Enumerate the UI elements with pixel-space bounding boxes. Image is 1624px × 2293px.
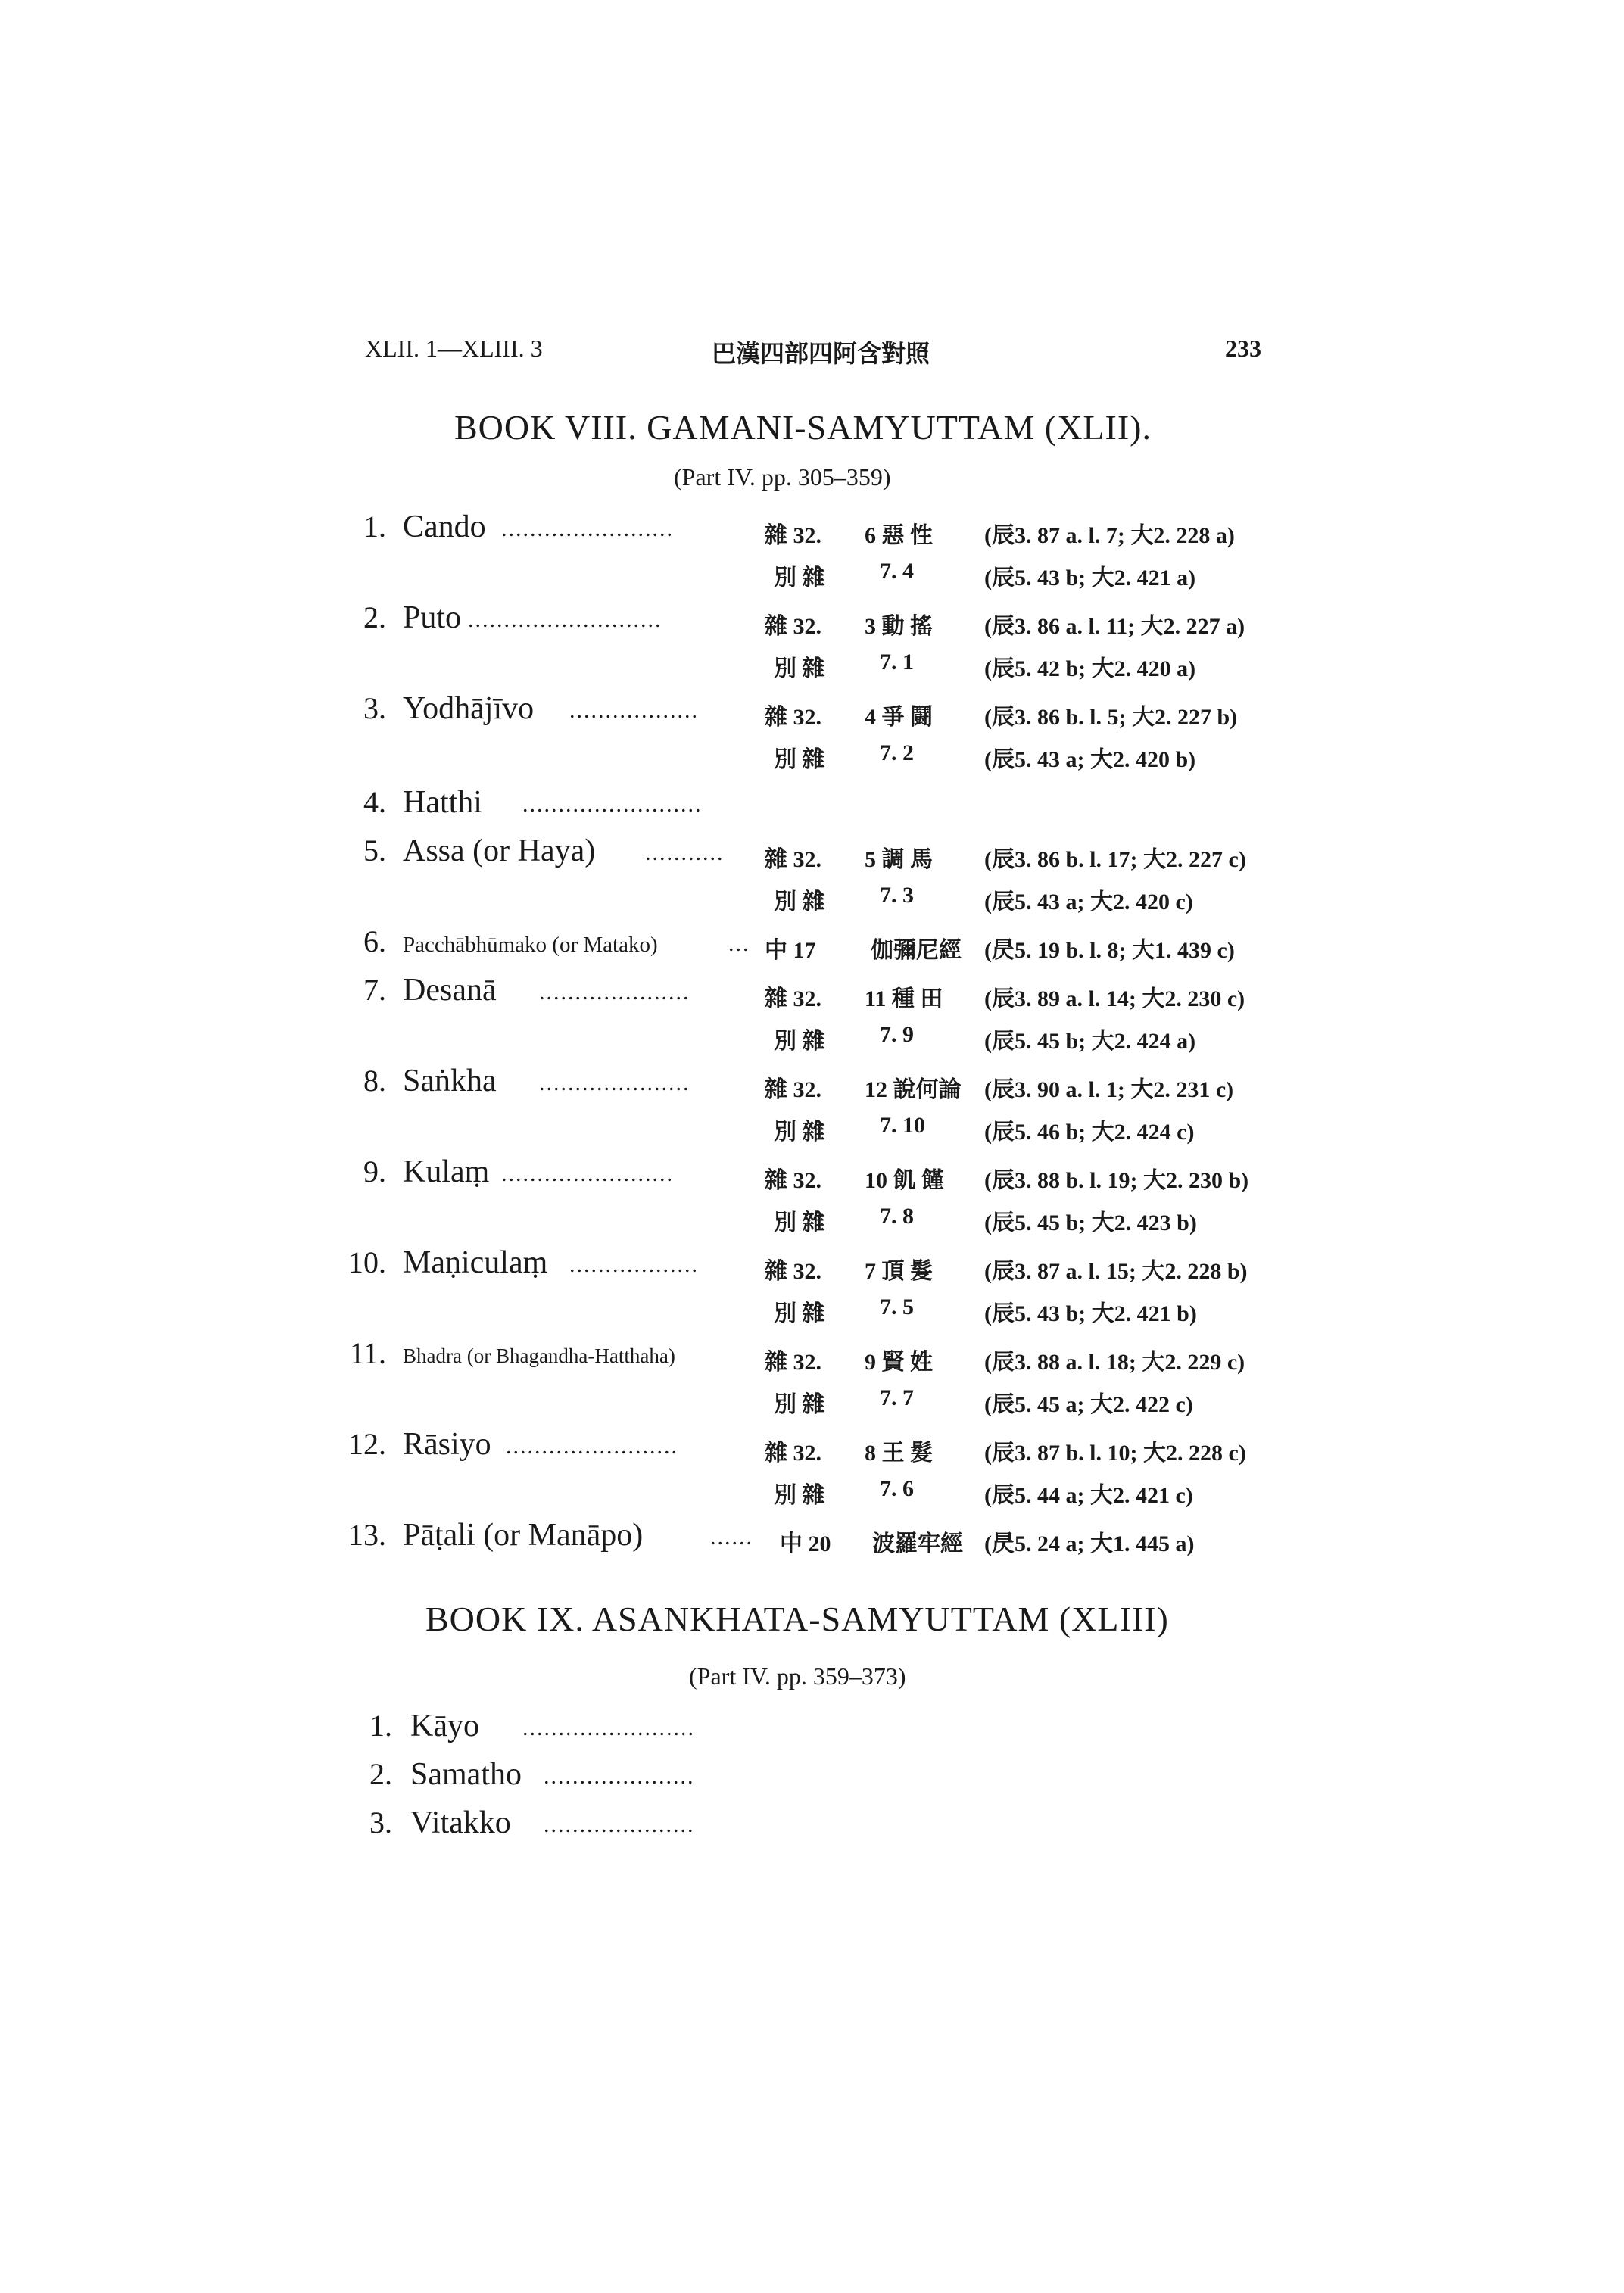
reference-sutra: 7. 8 bbox=[880, 1204, 914, 1229]
reference-collection: 別 雜 bbox=[774, 1029, 825, 1054]
leader-dots: ......................... bbox=[522, 792, 703, 817]
leader-dots: ..................... bbox=[539, 1070, 690, 1095]
reference-location: (辰3. 90 a. l. 1; 大2. 231 c) bbox=[984, 1077, 1234, 1102]
entry-title: Hatthi bbox=[403, 785, 482, 820]
leader-dots: ........... bbox=[645, 840, 725, 865]
reference-sutra: 7. 2 bbox=[880, 740, 914, 765]
list-item bbox=[0, 972, 1624, 1054]
leader-dots: ........................ bbox=[501, 1161, 674, 1186]
parallel-reference-row bbox=[0, 1105, 1624, 1143]
entry-title: Pāṭali (or Manāpo) bbox=[403, 1518, 644, 1553]
reference-location: (辰3. 88 a. l. 18; 大2. 229 c) bbox=[984, 1350, 1245, 1375]
book-9-part-range: (Part IV. pp. 359–373) bbox=[689, 1662, 906, 1690]
parallel-reference-row bbox=[0, 642, 1624, 680]
entry-title: Bhadra (or Bhagandha-Hatthaha) bbox=[403, 1344, 675, 1367]
reference-collection: 雜 32. bbox=[765, 1168, 821, 1193]
leader-dots: .................. bbox=[569, 698, 699, 723]
reference-collection: 雜 32. bbox=[765, 523, 821, 548]
list-item bbox=[0, 833, 1624, 914]
entry-title: Rāsiyo bbox=[403, 1427, 491, 1462]
entry-number: 3. bbox=[369, 1805, 392, 1840]
reference-sutra: 11 種 田 bbox=[865, 986, 943, 1011]
reference-collection: 中 17 bbox=[765, 938, 816, 963]
entry-title: Vitakko bbox=[410, 1805, 511, 1840]
reference-collection: 雜 32. bbox=[765, 1350, 821, 1375]
entry-number: 2. bbox=[363, 600, 386, 634]
entry-title: Pacchābhūmako (or Matako) bbox=[403, 933, 658, 957]
parallel-reference-row bbox=[0, 1196, 1624, 1234]
list-item bbox=[0, 924, 1624, 969]
entry-number: 1. bbox=[369, 1709, 392, 1743]
list-item bbox=[0, 1335, 1624, 1417]
leader-dots: ........................ bbox=[506, 1434, 678, 1459]
reference-sutra: 7. 4 bbox=[880, 559, 914, 584]
reference-sutra: 8 王 髮 bbox=[865, 1441, 933, 1466]
entry-number: 11. bbox=[349, 1336, 386, 1370]
list-item bbox=[0, 1756, 1624, 1802]
reference-collection: 別 雜 bbox=[774, 1301, 825, 1326]
entry-title: Kulaṃ bbox=[403, 1154, 490, 1189]
reference-sutra: 7 頂 髮 bbox=[865, 1259, 933, 1284]
reference-collection: 中 20 bbox=[780, 1531, 831, 1556]
reference-location: (辰3. 87 a. l. 15; 大2. 228 b) bbox=[984, 1259, 1248, 1284]
list-item bbox=[0, 1426, 1624, 1508]
book-8-part-range: (Part IV. pp. 305–359) bbox=[674, 463, 891, 491]
list-item bbox=[0, 509, 1624, 590]
reference-sutra: 7. 9 bbox=[880, 1022, 914, 1047]
reference-location: (辰3. 87 b. l. 10; 大2. 228 c) bbox=[984, 1441, 1246, 1466]
reference-location: (辰3. 86 a. l. 11; 大2. 227 a) bbox=[984, 614, 1245, 639]
reference-location: (辰5. 43 a; 大2. 420 b) bbox=[984, 747, 1196, 772]
reference-sutra: 5 調 馬 bbox=[865, 847, 933, 872]
leader-dots: ..................... bbox=[544, 1812, 695, 1837]
reference-location: (辰5. 43 a; 大2. 420 c) bbox=[984, 889, 1193, 914]
reference-collection: 雜 32. bbox=[765, 614, 821, 639]
reference-sutra: 3 動 搖 bbox=[865, 614, 933, 639]
list-item bbox=[0, 1805, 1624, 1850]
reference-location: (辰5. 42 b; 大2. 420 a) bbox=[984, 656, 1196, 681]
list-item bbox=[0, 1517, 1624, 1562]
reference-collection: 雜 32. bbox=[765, 847, 821, 872]
reference-location: (辰5. 45 b; 大2. 424 a) bbox=[984, 1029, 1196, 1054]
leader-dots: ...... bbox=[710, 1525, 753, 1550]
list-item bbox=[0, 1708, 1624, 1753]
reference-location: (辰5. 44 a; 大2. 421 c) bbox=[984, 1483, 1193, 1508]
reference-collection: 別 雜 bbox=[774, 747, 825, 772]
entry-number: 7. bbox=[363, 973, 386, 1007]
book-9-title: BOOK IX. ASANKHATA-SAMYUTTAM (XLIII) bbox=[425, 1600, 1169, 1638]
reference-sutra: 12 說何論 bbox=[865, 1077, 962, 1102]
list-item bbox=[0, 690, 1624, 772]
parallel-reference-row bbox=[0, 733, 1624, 771]
leader-dots: ........................ bbox=[522, 1715, 695, 1740]
leader-dots: ... bbox=[728, 931, 750, 956]
entry-title: Puto bbox=[403, 600, 462, 635]
reference-collection: 別 雜 bbox=[774, 1392, 825, 1417]
running-header-title: 巴漢四部四阿含對照 bbox=[712, 340, 930, 367]
entry-number: 1. bbox=[363, 509, 386, 544]
reference-collection: 雜 32. bbox=[765, 1259, 821, 1284]
reference-collection: 別 雜 bbox=[774, 656, 825, 681]
running-header-left: XLII. 1—XLIII. 3 bbox=[365, 335, 543, 362]
leader-dots: ..................... bbox=[539, 980, 690, 1005]
reference-collection: 別 雜 bbox=[774, 565, 825, 590]
entry-title: Desanā bbox=[403, 973, 497, 1008]
leader-dots: .................. bbox=[569, 1252, 699, 1277]
reference-sutra: 7. 5 bbox=[880, 1294, 914, 1319]
reference-location: (辰3. 86 b. l. 5; 大2. 227 b) bbox=[984, 705, 1238, 730]
entry-title: Samatho bbox=[410, 1757, 522, 1792]
entry-number: 6. bbox=[363, 924, 386, 958]
reference-sutra: 7. 1 bbox=[880, 650, 914, 675]
reference-collection: 雜 32. bbox=[765, 1077, 821, 1102]
entry-number: 12. bbox=[348, 1427, 386, 1461]
entry-number: 13. bbox=[348, 1518, 386, 1552]
reference-sutra: 7. 3 bbox=[880, 883, 914, 908]
reference-collection: 雜 32. bbox=[765, 986, 821, 1011]
entry-number: 5. bbox=[363, 833, 386, 868]
leader-dots: ........................... bbox=[468, 607, 662, 632]
reference-location: (辰5. 45 b; 大2. 423 b) bbox=[984, 1210, 1197, 1235]
reference-collection: 別 雜 bbox=[774, 889, 825, 914]
entry-title: Saṅkha bbox=[403, 1064, 497, 1098]
entry-number: 9. bbox=[363, 1154, 386, 1189]
list-item bbox=[0, 1245, 1624, 1326]
reference-sutra: 波羅牢經 bbox=[872, 1531, 963, 1556]
parallel-reference-row bbox=[0, 875, 1624, 913]
page-number: 233 bbox=[1225, 335, 1261, 362]
reference-sutra: 伽彌尼經 bbox=[871, 938, 962, 963]
entry-number: 2. bbox=[369, 1757, 392, 1791]
reference-collection: 別 雜 bbox=[774, 1120, 825, 1145]
reference-sutra: 4 爭 鬪 bbox=[865, 705, 933, 730]
parallel-reference-row bbox=[0, 1378, 1624, 1416]
parallel-reference-row bbox=[0, 551, 1624, 589]
reference-sutra: 7. 6 bbox=[880, 1476, 914, 1501]
entry-title: Assa (or Haya) bbox=[403, 833, 596, 868]
reference-location: (辰5. 46 b; 大2. 424 c) bbox=[984, 1120, 1195, 1145]
entry-title: Kāyo bbox=[410, 1709, 479, 1743]
reference-collection: 雜 32. bbox=[765, 705, 821, 730]
reference-collection: 別 雜 bbox=[774, 1210, 825, 1235]
entry-number: 4. bbox=[363, 785, 386, 819]
reference-location: (辰5. 43 b; 大2. 421 a) bbox=[984, 565, 1196, 590]
leader-dots: ..................... bbox=[544, 1764, 695, 1789]
reference-location: (辰3. 88 b. l. 19; 大2. 230 b) bbox=[984, 1168, 1249, 1193]
entry-title: Cando bbox=[403, 509, 486, 544]
leader-dots: ........................ bbox=[501, 516, 674, 541]
parallel-reference-row bbox=[0, 1469, 1624, 1506]
reference-location: (昃5. 24 a; 大1. 445 a) bbox=[984, 1531, 1195, 1556]
reference-location: (辰5. 43 b; 大2. 421 b) bbox=[984, 1301, 1197, 1326]
entry-number: 8. bbox=[363, 1064, 386, 1098]
reference-location: (辰3. 87 a. l. 7; 大2. 228 a) bbox=[984, 523, 1235, 548]
parallel-reference-row bbox=[0, 1014, 1624, 1052]
list-item bbox=[0, 600, 1624, 681]
entry-number: 3. bbox=[363, 691, 386, 725]
reference-sutra: 7. 7 bbox=[880, 1385, 914, 1410]
entry-title: Yodhājīvo bbox=[403, 691, 535, 726]
list-item bbox=[0, 1154, 1624, 1235]
list-item bbox=[0, 1063, 1624, 1145]
reference-collection: 別 雜 bbox=[774, 1483, 825, 1508]
entry-number: 10. bbox=[348, 1245, 386, 1279]
reference-location: (辰3. 86 b. l. 17; 大2. 227 c) bbox=[984, 847, 1246, 872]
reference-sutra: 10 飢 饉 bbox=[865, 1168, 944, 1193]
list-item bbox=[0, 784, 1624, 830]
book-8-title: BOOK VIII. GAMANI-SAMYUTTAM (XLII). bbox=[454, 408, 1152, 447]
reference-sutra: 9 賢 姓 bbox=[865, 1350, 933, 1375]
reference-collection: 雜 32. bbox=[765, 1441, 821, 1466]
reference-location: (辰3. 89 a. l. 14; 大2. 230 c) bbox=[984, 986, 1245, 1011]
reference-sutra: 6 惡 性 bbox=[865, 523, 933, 548]
reference-sutra: 7. 10 bbox=[880, 1113, 925, 1138]
reference-location: (昃5. 19 b. l. 8; 大1. 439 c) bbox=[984, 938, 1235, 963]
reference-location: (辰5. 45 a; 大2. 422 c) bbox=[984, 1392, 1193, 1417]
parallel-reference-row bbox=[0, 1287, 1624, 1325]
entry-title: Maṇiculaṃ bbox=[403, 1245, 548, 1280]
